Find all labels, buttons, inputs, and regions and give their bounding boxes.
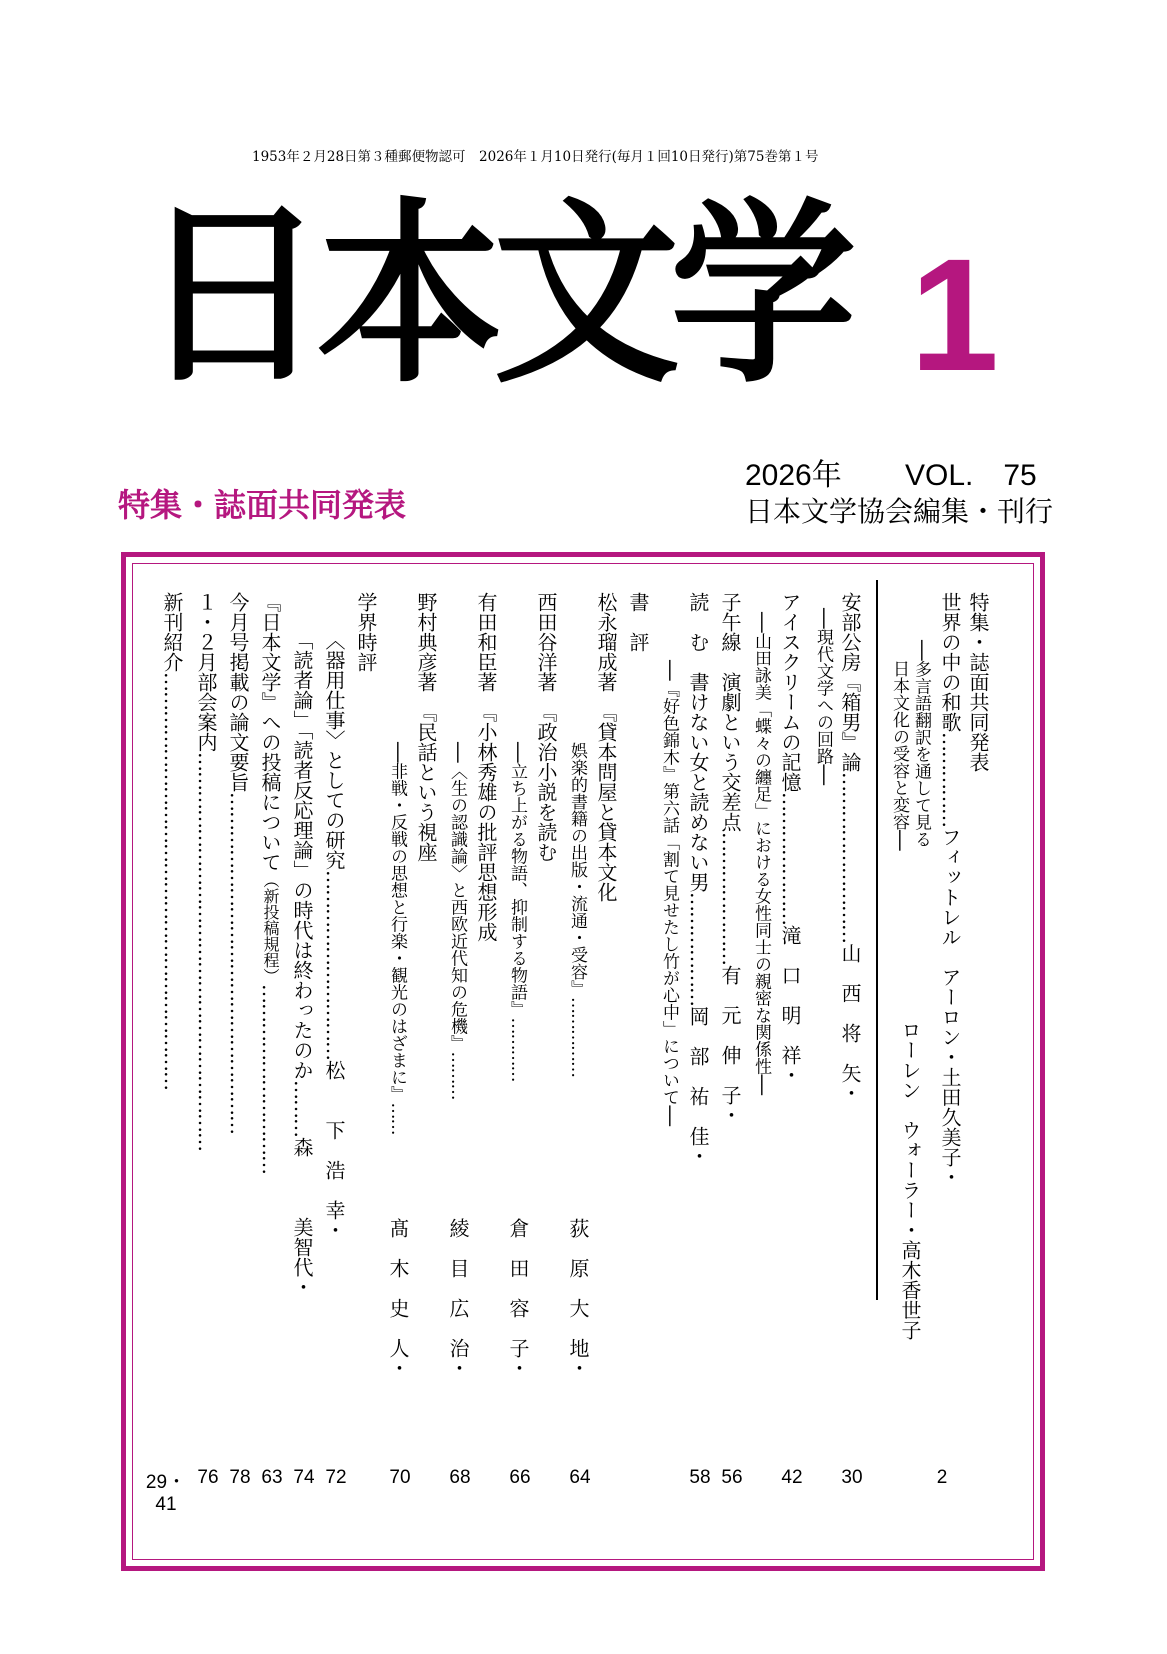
toc-book-author: 松永瑠成著 bbox=[594, 592, 618, 692]
toc-leader: ……………………………………………………… bbox=[194, 752, 218, 1151]
toc-page: 78 bbox=[229, 1467, 251, 1488]
issue-number: 1 bbox=[910, 225, 999, 404]
toc-subtitle: 日本文化の受容と変容── bbox=[889, 660, 909, 851]
toc-title: 世界の中の和歌 bbox=[938, 592, 962, 732]
toc-leader: ……… bbox=[447, 1051, 467, 1100]
toc-page: 2 bbox=[936, 1467, 948, 1488]
toc-entry[interactable] bbox=[292, 630, 312, 1297]
toc-entry-title[interactable] bbox=[940, 592, 960, 1187]
toc-review-entry[interactable] bbox=[536, 592, 556, 862]
toc-title: アイスクリームの記憶 bbox=[778, 592, 802, 792]
feature-bracket-line bbox=[876, 580, 878, 1300]
toc-page: 66 bbox=[509, 1467, 531, 1488]
toc-subtitle: ──山田詠美「蝶々の纏足」における女性同士の親密な関係性── bbox=[751, 612, 771, 1095]
toc-page: 74 bbox=[293, 1467, 315, 1488]
toc-author-2: ローレン ウォーラー・高木香世子 bbox=[898, 1020, 922, 1340]
toc-book-author: 西田谷洋著 bbox=[534, 592, 558, 692]
toc-entry[interactable] bbox=[162, 592, 182, 1090]
toc-leader: ………………… bbox=[718, 832, 742, 965]
toc-page: 30 bbox=[841, 1467, 863, 1488]
toc-author: 山 西 将 矢・ bbox=[838, 943, 862, 1103]
toc-review-line2 bbox=[568, 742, 585, 1077]
toc-reviewer: 綾 目 広 治・ bbox=[446, 1218, 470, 1378]
toc-entry[interactable] bbox=[688, 592, 708, 1166]
toc-leader: …………… bbox=[567, 997, 587, 1077]
toc-title: 演劇という交差点 bbox=[718, 672, 742, 832]
toc-entry[interactable] bbox=[780, 592, 800, 1085]
toc-author: 有 元 伸 子・ bbox=[718, 965, 742, 1125]
toc-title: 『貸本問屋と貸本文化 bbox=[594, 712, 618, 902]
special-feature-heading: 特集・誌面共同発表 bbox=[118, 486, 407, 524]
volume-number: VOL. 75 bbox=[905, 459, 1037, 492]
postal-imprint: 1953年２月28日第３種郵便物認可 2026年１月10日発行(毎月１回10日発行)第75巻第１号 bbox=[252, 149, 819, 165]
toc-review-line2 bbox=[388, 742, 405, 1134]
toc-title: 安部公房『箱男』論 bbox=[838, 592, 862, 772]
toc-leader: ……………… bbox=[686, 892, 710, 1006]
toc-page: 68 bbox=[449, 1467, 471, 1488]
toc-title: 〈器用仕事〉としての研究 bbox=[322, 630, 346, 870]
toc-review-line2 bbox=[448, 742, 465, 1099]
issue-year: 2026年 bbox=[745, 459, 842, 492]
toc-leader: …………… bbox=[938, 732, 962, 827]
toc-leader: ……………………… bbox=[838, 772, 862, 943]
toc-leader: ………… bbox=[507, 1017, 527, 1082]
toc-entry[interactable] bbox=[228, 592, 248, 1134]
toc-reviewer: 荻 原 大 地・ bbox=[566, 1218, 590, 1378]
toc-subtitle: 娯楽的書籍の出版・流通・受容』 bbox=[567, 742, 587, 997]
toc-entry[interactable] bbox=[720, 592, 740, 1125]
toc-page: 63 bbox=[261, 1467, 283, 1488]
toc-reviewer: 髙 木 史 人・ bbox=[386, 1218, 410, 1378]
toc-page: 56 bbox=[721, 1467, 743, 1488]
toc-page: 76 bbox=[197, 1467, 219, 1488]
toc-review-entry[interactable] bbox=[416, 592, 436, 862]
toc-entry[interactable] bbox=[260, 592, 280, 1174]
toc-subtitle: ──『好色錦木』第六話「割て見せたし竹が心中」について── bbox=[659, 660, 679, 1126]
toc-entry[interactable] bbox=[324, 630, 344, 1240]
toc-page: 72 bbox=[325, 1467, 347, 1488]
toc-leader: ………………………………………………………… bbox=[160, 672, 184, 1090]
toc-title: 今月号掲載の論文要旨 bbox=[226, 592, 250, 792]
toc-subtitle: ──非戦・反戦の思想と行楽・観光のはざまに』 bbox=[387, 742, 407, 1103]
toc-label: 読 む bbox=[686, 592, 710, 652]
toc-leader: ……………………………………………… bbox=[226, 792, 250, 1134]
toc-entry[interactable] bbox=[196, 592, 216, 1151]
toc-review-entry[interactable] bbox=[476, 592, 496, 942]
toc-author: 滝 口 明 祥・ bbox=[778, 925, 802, 1085]
toc-subtitle: （新投稿規程） bbox=[261, 872, 280, 984]
toc-title: １・２月部会案内 bbox=[194, 592, 218, 752]
toc-review-line2 bbox=[508, 742, 525, 1081]
toc-subtitle: ──現代文学への回路── bbox=[813, 608, 833, 785]
toc-leader: ………………………… bbox=[258, 984, 282, 1174]
toc-section-academic: 学界時評 bbox=[354, 592, 378, 672]
toc-section-feature: 特集・誌面共同発表 bbox=[966, 592, 990, 772]
toc-label: 子午線 bbox=[718, 592, 742, 652]
toc-leader: ………………………… bbox=[322, 870, 346, 1060]
toc-subtitle: ──多言語翻訳を通して見る bbox=[911, 640, 931, 848]
toc-page: 58 bbox=[689, 1467, 711, 1488]
toc-author: 岡 部 祐 佳・ bbox=[686, 1006, 710, 1166]
publisher: 日本文学協会編集・刊行 bbox=[745, 495, 1054, 528]
toc-title: 新刊紹介 bbox=[160, 592, 184, 672]
toc-leader: ………………… bbox=[778, 792, 802, 925]
toc-section-review: 書 評 bbox=[626, 592, 650, 652]
toc-book-author: 野村典彦著 bbox=[414, 592, 438, 692]
toc-author: 松 下 浩 幸・ bbox=[322, 1060, 346, 1240]
toc-leader: ……… bbox=[290, 1080, 314, 1137]
toc-book-author: 有田和臣著 bbox=[474, 592, 498, 692]
toc-subtitle: ──〈生の認識論〉と西欧近代知の危機』 bbox=[447, 742, 467, 1052]
toc-reviewer: 倉 田 容 子・ bbox=[506, 1218, 530, 1378]
toc-review-entry[interactable] bbox=[596, 592, 616, 902]
toc-title: 「読者論」「読者反応理論」の時代は終わったのか bbox=[290, 630, 314, 1080]
toc-title: 『日本文学』への投稿について bbox=[258, 592, 282, 872]
journal-title: 日本文学 bbox=[140, 182, 847, 410]
toc-page: 29・41 bbox=[145, 1472, 187, 1515]
toc-title: 『政治小説を読む bbox=[534, 712, 558, 862]
toc-author: 森 美智代・ bbox=[290, 1137, 314, 1297]
toc-leader: …… bbox=[387, 1102, 407, 1135]
toc-title: 『民話という視座 bbox=[414, 712, 438, 862]
toc-title: 書けない女と読めない男 bbox=[686, 672, 710, 892]
toc-page: 70 bbox=[389, 1467, 411, 1488]
toc-title: 『小林秀雄の批評思想形成 bbox=[474, 712, 498, 942]
toc-page: 42 bbox=[781, 1467, 803, 1488]
toc-author: フィットレル アーロン・土田久美子・ bbox=[938, 827, 962, 1187]
toc-page: 64 bbox=[569, 1467, 591, 1488]
toc-subtitle: ──立ち上がる物語、抑制する物語』 bbox=[507, 742, 527, 1018]
toc-entry[interactable] bbox=[840, 592, 860, 1103]
